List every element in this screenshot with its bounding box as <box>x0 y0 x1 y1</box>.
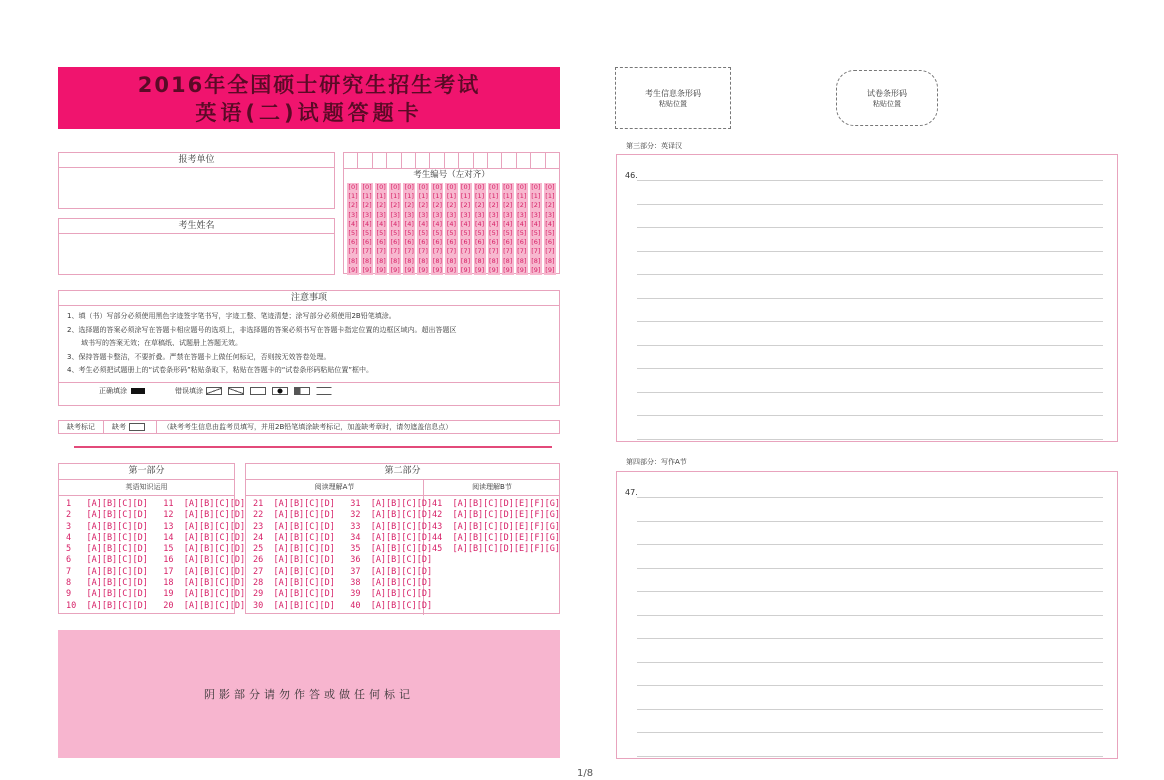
writing-line <box>637 568 1103 569</box>
answer-row[interactable]: 42 [A][B][C][D][E][F][G] <box>432 510 560 521</box>
id-write-cell[interactable] <box>358 153 372 168</box>
id-digit-bubble[interactable]: [0] <box>489 183 499 191</box>
note-item: 1、填（书）写部分必须使用黑色字迹签字笔书写，字迹工整、笔迹清楚；涂写部分必须使用2B铅笔填涂。 <box>67 312 396 320</box>
part2-sub-b: 阅读理解B节 <box>424 480 560 496</box>
id-digit-column <box>403 183 415 275</box>
answer-row[interactable]: 26 [A][B][C][D] 36 [A][B][C][D] <box>253 555 433 566</box>
part3-label: 第三部分：英译汉 <box>626 142 682 150</box>
answer-row[interactable]: 45 [A][B][C][D][E][F][G] <box>432 544 560 555</box>
id-digit-bubble[interactable]: [9] <box>348 265 358 274</box>
id-digit-bubble[interactable]: [8] <box>418 256 428 265</box>
id-digit-bubble[interactable]: [3] <box>460 210 471 219</box>
candidate-id-bubbles[interactable] <box>344 182 559 275</box>
id-digit-bubble[interactable]: [3] <box>446 210 457 219</box>
id-digit-bubble[interactable]: [4] <box>517 219 527 228</box>
id-digit-bubble[interactable]: [7] <box>376 247 386 256</box>
id-digit-column <box>544 183 556 275</box>
id-digit-bubble[interactable]: [1] <box>531 192 541 201</box>
shaded-note: 阴影部分请勿作答或做任何标记 <box>204 688 414 701</box>
wrong-fill-empty-icon <box>250 387 266 395</box>
id-digit-bubble[interactable]: [1] <box>489 192 499 201</box>
id-digit-bubble[interactable]: [4] <box>418 219 428 228</box>
answer-row[interactable]: 1 [A][B][C][D] 11 [A][B][C][D] <box>66 499 246 509</box>
id-digit-bubble[interactable]: [3] <box>545 210 555 219</box>
id-digit-bubble[interactable]: [2] <box>531 201 541 210</box>
candidate-name-label: 考生姓名 <box>59 219 334 234</box>
writing-line <box>637 415 1103 416</box>
id-digit-bubble[interactable]: [8] <box>348 256 358 265</box>
writing-line <box>637 709 1103 710</box>
id-digit-bubble[interactable]: [4] <box>489 219 499 228</box>
writing-line <box>637 392 1103 393</box>
id-digit-bubble[interactable]: [0] <box>432 183 443 191</box>
id-digit-bubble[interactable]: [2] <box>460 201 471 210</box>
question-47-number: 47. <box>625 488 638 497</box>
id-digit-column <box>389 183 401 275</box>
id-digit-bubble[interactable]: [7] <box>432 247 443 256</box>
id-digit-bubble[interactable]: [3] <box>531 210 541 219</box>
writing-line <box>637 298 1103 299</box>
answer-row[interactable]: 25 [A][B][C][D] 35 [A][B][C][D] <box>253 544 433 555</box>
candidate-id-grid <box>343 152 560 274</box>
id-digit-bubble[interactable]: [5] <box>376 229 386 238</box>
id-digit-bubble[interactable]: [8] <box>390 256 400 265</box>
answer-row[interactable]: 8 [A][B][C][D] 18 [A][B][C][D] <box>66 578 246 589</box>
part4-writing-area[interactable] <box>616 471 1118 759</box>
id-digit-bubble[interactable]: [6] <box>474 238 485 247</box>
title-line-1: 2016年全国硕士研究生招生考试 <box>137 73 481 97</box>
id-write-cell[interactable] <box>416 153 430 168</box>
writing-line <box>637 497 1103 498</box>
id-write-cell[interactable] <box>546 153 559 168</box>
id-digit-bubble[interactable]: [9] <box>404 265 414 274</box>
id-digit-bubble[interactable]: [8] <box>376 256 386 265</box>
part2-a-answers[interactable] <box>246 496 433 612</box>
writing-line <box>637 439 1103 440</box>
writing-line <box>637 180 1103 181</box>
answer-row[interactable]: 5 [A][B][C][D] 15 [A][B][C][D] <box>66 544 246 555</box>
writing-line <box>637 321 1103 322</box>
answer-row[interactable]: 21 [A][B][C][D] 31 [A][B][C][D] <box>253 499 433 509</box>
id-write-cell[interactable] <box>373 153 387 168</box>
id-digit-bubble[interactable]: [6] <box>531 238 541 247</box>
answer-row[interactable]: 3 [A][B][C][D] 13 [A][B][C][D] <box>66 521 246 532</box>
id-digit-bubble[interactable]: [5] <box>489 229 499 238</box>
id-digit-bubble[interactable]: [6] <box>489 238 499 247</box>
id-write-cell[interactable] <box>517 153 531 168</box>
wrong-fill-lines-icon <box>316 387 332 395</box>
id-digit-bubble[interactable]: [6] <box>545 238 555 247</box>
id-digit-bubble[interactable]: [8] <box>362 256 372 265</box>
id-digit-column <box>417 183 429 275</box>
id-digit-bubble[interactable]: [6] <box>517 238 527 247</box>
id-digit-bubble[interactable]: [4] <box>348 219 358 228</box>
id-digit-bubble[interactable]: [0] <box>404 183 414 191</box>
id-digit-bubble[interactable]: [7] <box>545 247 555 256</box>
id-digit-bubble[interactable]: [9] <box>517 265 527 274</box>
writing-line <box>637 685 1103 686</box>
id-digit-column <box>375 183 387 275</box>
id-digit-bubble[interactable]: [6] <box>390 238 400 247</box>
wrong-fill-label: 错误填涂 <box>175 386 203 395</box>
id-digit-bubble[interactable]: [8] <box>404 256 414 265</box>
id-digit-bubble[interactable]: [1] <box>432 192 443 201</box>
id-digit-bubble[interactable]: [9] <box>545 265 555 274</box>
fill-examples <box>59 382 559 399</box>
exam-unit-label: 报考单位 <box>59 153 334 168</box>
notes-box <box>58 290 560 406</box>
id-digit-column <box>431 183 443 275</box>
id-digit-bubble[interactable]: [9] <box>376 265 386 274</box>
id-digit-bubble[interactable]: [7] <box>460 247 471 256</box>
id-digit-bubble[interactable]: [1] <box>404 192 414 201</box>
id-digit-bubble[interactable]: [7] <box>489 247 499 256</box>
answer-row[interactable]: 23 [A][B][C][D] 33 [A][B][C][D] <box>253 521 433 532</box>
id-digit-bubble[interactable]: [0] <box>390 183 400 191</box>
id-digit-bubble[interactable]: [6] <box>348 238 358 247</box>
note-item: 4、考生必须把试题册上的“试卷条形码”粘贴条取下，粘贴在答题卡的“试卷条形码粘贴位置”框中。 <box>67 366 373 374</box>
id-digit-bubble[interactable]: [9] <box>362 265 372 274</box>
id-digit-bubble[interactable]: [2] <box>390 201 400 210</box>
absent-note: （缺考考生信息由监考员填写，并用2B铅笔填涂缺考标记，加盖缺考章时，请勿遮盖信息点） <box>163 423 453 431</box>
writing-line <box>637 204 1103 205</box>
answer-row[interactable]: 4 [A][B][C][D] 14 [A][B][C][D] <box>66 532 246 543</box>
question-46-number: 46. <box>625 171 638 180</box>
absent-mark-label: 缺考标记 <box>59 421 104 433</box>
candidate-barcode-area <box>615 67 731 129</box>
id-digit-bubble[interactable]: [2] <box>474 201 485 210</box>
id-digit-bubble[interactable]: [9] <box>446 265 457 274</box>
id-digit-bubble[interactable]: [7] <box>474 247 485 256</box>
id-digit-bubble[interactable]: [8] <box>432 256 443 265</box>
note-item: 3、保持答题卡整洁，不要折叠。严禁在答题卡上做任何标记，否则按无效答卷处理。 <box>67 352 331 361</box>
id-write-cell[interactable] <box>344 153 358 168</box>
id-digit-bubble[interactable]: [1] <box>446 192 457 201</box>
id-digit-bubble[interactable]: [9] <box>418 265 428 274</box>
part4-label: 第四部分：写作A节 <box>626 458 687 466</box>
part2-section-b <box>424 480 560 615</box>
answer-row[interactable]: 41 [A][B][C][D][E][F][G] <box>432 499 560 509</box>
id-digit-column <box>502 183 514 275</box>
id-digit-bubble[interactable]: [6] <box>432 238 443 247</box>
candidate-barcode-line2: 粘贴位置 <box>659 99 687 108</box>
paper-barcode-line2: 粘贴位置 <box>873 99 901 108</box>
id-digit-bubble[interactable]: [3] <box>404 210 414 219</box>
id-digit-bubble[interactable]: [7] <box>517 247 527 256</box>
writing-line <box>637 521 1103 522</box>
answer-row[interactable]: 7 [A][B][C][D] 17 [A][B][C][D] <box>66 566 246 577</box>
id-digit-bubble[interactable]: [5] <box>348 229 358 238</box>
id-digit-bubble[interactable]: [4] <box>446 219 457 228</box>
title-line-2: 英语(二)试题答题卡 <box>195 101 423 125</box>
id-write-cell[interactable] <box>531 153 545 168</box>
id-digit-bubble[interactable]: [5] <box>404 229 414 238</box>
absent-mark-checkbox[interactable] <box>104 421 157 433</box>
writing-line <box>637 251 1103 252</box>
id-digit-bubble[interactable]: [7] <box>348 247 358 256</box>
id-digit-bubble[interactable]: [1] <box>474 192 485 201</box>
id-digit-bubble[interactable]: [7] <box>362 247 372 256</box>
id-write-cell[interactable] <box>402 153 416 168</box>
id-digit-bubble[interactable]: [6] <box>362 238 372 247</box>
id-digit-bubble[interactable]: [3] <box>348 210 358 219</box>
absent-mark-row <box>58 420 560 434</box>
id-write-cell[interactable] <box>488 153 502 168</box>
id-digit-bubble[interactable]: [5] <box>531 229 541 238</box>
id-digit-bubble[interactable]: [9] <box>432 265 443 274</box>
id-write-cell[interactable] <box>445 153 459 168</box>
id-digit-bubble[interactable]: [1] <box>418 192 428 201</box>
id-digit-bubble[interactable]: [0] <box>474 183 485 191</box>
id-digit-column <box>474 183 486 275</box>
id-digit-bubble[interactable]: [5] <box>503 229 513 238</box>
id-digit-bubble[interactable]: [2] <box>432 201 443 210</box>
answer-row[interactable]: 9 [A][B][C][D] 19 [A][B][C][D] <box>66 589 246 600</box>
id-digit-column <box>347 183 359 275</box>
wrong-fill-half-icon <box>294 387 310 395</box>
id-digit-bubble[interactable]: [7] <box>404 247 414 256</box>
part2-title: 第二部分 <box>246 464 559 480</box>
id-digit-bubble[interactable]: [9] <box>489 265 499 274</box>
id-digit-bubble[interactable]: [2] <box>545 201 555 210</box>
id-digit-bubble[interactable]: [7] <box>531 247 541 256</box>
id-digit-bubble[interactable]: [6] <box>418 238 428 247</box>
answer-row[interactable]: 28 [A][B][C][D] 38 [A][B][C][D] <box>253 578 433 589</box>
id-digit-bubble[interactable]: [1] <box>376 192 386 201</box>
id-write-cell[interactable] <box>430 153 444 168</box>
writing-line <box>637 544 1103 545</box>
id-digit-bubble[interactable]: [0] <box>418 183 428 191</box>
writing-line <box>637 274 1103 275</box>
id-digit-bubble[interactable]: [1] <box>362 192 372 201</box>
id-digit-bubble[interactable]: [4] <box>376 219 386 228</box>
id-digit-column <box>516 183 528 275</box>
id-digit-bubble[interactable]: [0] <box>531 183 541 191</box>
id-digit-bubble[interactable]: [8] <box>545 256 555 265</box>
id-digit-column <box>488 183 500 275</box>
exam-unit-box[interactable] <box>58 152 335 209</box>
id-digit-column <box>445 183 457 275</box>
answer-row[interactable]: 29 [A][B][C][D] 39 [A][B][C][D] <box>253 589 433 600</box>
id-digit-bubble[interactable]: [9] <box>531 265 541 274</box>
id-digit-bubble[interactable]: [1] <box>390 192 400 201</box>
id-digit-bubble[interactable]: [3] <box>390 210 400 219</box>
wrong-fill-slash-icon <box>206 387 222 395</box>
answer-row[interactable]: 10 [A][B][C][D] 20 [A][B][C][D] <box>66 600 246 611</box>
writing-line <box>637 732 1103 733</box>
writing-line <box>637 756 1103 757</box>
writing-line <box>637 662 1103 663</box>
id-digit-bubble[interactable]: [1] <box>545 192 555 201</box>
writing-line <box>637 638 1103 639</box>
answer-row[interactable]: 30 [A][B][C][D] 40 [A][B][C][D] <box>253 600 433 611</box>
id-digit-bubble[interactable]: [0] <box>545 183 555 191</box>
id-digit-bubble[interactable]: [3] <box>432 210 443 219</box>
id-digit-bubble[interactable]: [4] <box>362 219 372 228</box>
id-digit-bubble[interactable]: [9] <box>503 265 513 274</box>
writing-line <box>637 615 1103 616</box>
id-digit-bubble[interactable]: [8] <box>503 256 513 265</box>
id-digit-bubble[interactable]: [4] <box>474 219 485 228</box>
writing-line <box>637 591 1103 592</box>
id-digit-bubble[interactable]: [8] <box>489 256 499 265</box>
id-digit-bubble[interactable]: [0] <box>362 183 372 191</box>
id-digit-bubble[interactable]: [8] <box>446 256 457 265</box>
id-digit-bubble[interactable]: [3] <box>418 210 428 219</box>
id-digit-bubble[interactable]: [5] <box>362 229 372 238</box>
id-digit-bubble[interactable]: [6] <box>460 238 471 247</box>
id-digit-bubble[interactable]: [3] <box>517 210 527 219</box>
answer-row[interactable]: 6 [A][B][C][D] 16 [A][B][C][D] <box>66 555 246 566</box>
id-write-cell[interactable] <box>474 153 488 168</box>
id-digit-bubble[interactable]: [2] <box>503 201 513 210</box>
id-digit-bubble[interactable]: [8] <box>474 256 485 265</box>
id-digit-bubble[interactable]: [0] <box>348 183 358 191</box>
absent-bubble-icon <box>129 423 145 431</box>
id-digit-bubble[interactable]: [4] <box>460 219 471 228</box>
absent-label: 缺考 <box>112 423 126 431</box>
id-digit-bubble[interactable]: [4] <box>404 219 414 228</box>
answer-row[interactable]: 43 [A][B][C][D][E][F][G] <box>432 521 560 532</box>
answer-row[interactable]: 24 [A][B][C][D] 34 [A][B][C][D] <box>253 532 433 543</box>
correct-fill-label: 正确填涂 <box>99 386 127 395</box>
paper-barcode-line1: 试卷条形码 <box>867 88 907 98</box>
id-digit-bubble[interactable]: [1] <box>517 192 527 201</box>
id-digit-bubble[interactable]: [4] <box>432 219 443 228</box>
notes-body <box>59 306 559 382</box>
id-write-cell[interactable] <box>502 153 516 168</box>
writing-line <box>637 227 1103 228</box>
id-digit-bubble[interactable]: [6] <box>376 238 386 247</box>
candidate-name-box[interactable] <box>58 218 335 275</box>
part1-box <box>58 463 246 614</box>
notes-title: 注意事项 <box>59 291 559 306</box>
answer-sheet-title <box>58 67 560 129</box>
part2-b-answers[interactable] <box>424 496 560 555</box>
id-digit-bubble[interactable]: [3] <box>362 210 372 219</box>
id-digit-bubble[interactable]: [0] <box>376 183 386 191</box>
id-digit-bubble[interactable]: [3] <box>474 210 485 219</box>
id-digit-bubble[interactable]: [5] <box>517 229 527 238</box>
note-item: 域书写的答案无效；在草稿纸、试题册上答题无效。 <box>67 339 242 347</box>
id-digit-bubble[interactable]: [1] <box>348 192 358 201</box>
id-digit-bubble[interactable]: [5] <box>390 229 400 238</box>
id-digit-bubble[interactable]: [5] <box>446 229 457 238</box>
shaded-no-mark-area <box>58 630 560 758</box>
part3-writing-area[interactable] <box>616 154 1118 442</box>
id-digit-bubble[interactable]: [7] <box>503 247 513 256</box>
id-digit-bubble[interactable]: [7] <box>446 247 457 256</box>
id-digit-bubble[interactable]: [2] <box>517 201 527 210</box>
writing-line <box>637 345 1103 346</box>
id-digit-bubble[interactable]: [1] <box>503 192 513 201</box>
id-digit-bubble[interactable]: [5] <box>432 229 443 238</box>
page-number: 1/8 <box>577 768 594 779</box>
id-digit-bubble[interactable]: [3] <box>376 210 386 219</box>
id-digit-bubble[interactable]: [6] <box>404 238 414 247</box>
id-digit-bubble[interactable]: [7] <box>418 247 428 256</box>
id-digit-bubble[interactable]: [4] <box>531 219 541 228</box>
id-digit-bubble[interactable]: [8] <box>517 256 527 265</box>
part2-sub-a: 阅读理解A节 <box>246 480 423 496</box>
part1-title: 第一部分 <box>59 464 234 480</box>
part2-section-a <box>246 480 433 615</box>
id-digit-bubble[interactable]: [0] <box>503 183 513 191</box>
id-digit-bubble[interactable]: [0] <box>460 183 471 191</box>
part2-box <box>245 463 560 614</box>
id-digit-bubble[interactable]: [2] <box>348 201 358 210</box>
writing-line <box>637 368 1103 369</box>
id-digit-bubble[interactable]: [1] <box>460 192 471 201</box>
id-digit-bubble[interactable]: [9] <box>390 265 400 274</box>
id-digit-column <box>460 183 472 275</box>
id-digit-bubble[interactable]: [2] <box>362 201 372 210</box>
candidate-id-label: 考生编号（左对齐） <box>413 170 490 180</box>
id-digit-bubble[interactable]: [5] <box>545 229 555 238</box>
wrong-fill-dot-icon <box>272 387 288 395</box>
id-digit-bubble[interactable]: [5] <box>418 229 428 238</box>
note-item: 2、选择题的答案必须涂写在答题卡相应题号的选项上，非选择题的答案必须书写在答题卡指定位置的边框区域内。超出答题区 <box>67 325 457 334</box>
id-digit-bubble[interactable]: [2] <box>418 201 428 210</box>
id-digit-bubble[interactable]: [6] <box>446 238 457 247</box>
id-digit-bubble[interactable]: [3] <box>503 210 513 219</box>
id-digit-bubble[interactable]: [9] <box>474 265 485 274</box>
id-digit-bubble[interactable]: [7] <box>390 247 400 256</box>
candidate-id-write-boxes[interactable] <box>344 153 559 169</box>
id-digit-column <box>361 183 373 275</box>
answer-row[interactable]: 2 [A][B][C][D] 12 [A][B][C][D] <box>66 510 246 521</box>
id-digit-bubble[interactable]: [2] <box>404 201 414 210</box>
answer-row[interactable]: 44 [A][B][C][D][E][F][G] <box>432 532 560 543</box>
correct-fill-icon <box>131 388 145 394</box>
id-digit-bubble[interactable]: [0] <box>517 183 527 191</box>
part1-subtitle: 英语知识运用 <box>59 480 234 496</box>
id-digit-bubble[interactable]: [6] <box>503 238 513 247</box>
id-digit-bubble[interactable]: [8] <box>460 256 471 265</box>
id-digit-bubble[interactable]: [2] <box>446 201 457 210</box>
id-digit-bubble[interactable]: [5] <box>460 229 471 238</box>
id-digit-bubble[interactable]: [4] <box>503 219 513 228</box>
id-digit-bubble[interactable]: [8] <box>531 256 541 265</box>
id-digit-bubble[interactable]: [4] <box>545 219 555 228</box>
answer-row[interactable]: 22 [A][B][C][D] 32 [A][B][C][D] <box>253 510 433 521</box>
id-write-cell[interactable] <box>387 153 401 168</box>
id-digit-bubble[interactable]: [4] <box>390 219 400 228</box>
id-digit-bubble[interactable]: [3] <box>489 210 499 219</box>
id-digit-bubble[interactable]: [9] <box>460 265 471 274</box>
id-digit-bubble[interactable]: [2] <box>489 201 499 210</box>
part1-answers[interactable] <box>59 496 246 612</box>
id-digit-bubble[interactable]: [2] <box>376 201 386 210</box>
divider-line <box>74 446 552 448</box>
wrong-fill-cross-icon <box>228 387 244 395</box>
answer-row[interactable]: 27 [A][B][C][D] 37 [A][B][C][D] <box>253 566 433 577</box>
paper-barcode-area <box>836 70 938 126</box>
candidate-barcode-line1: 考生信息条形码 <box>645 88 701 98</box>
id-digit-bubble[interactable]: [0] <box>446 183 457 191</box>
id-digit-bubble[interactable]: [5] <box>474 229 485 238</box>
id-write-cell[interactable] <box>459 153 473 168</box>
id-digit-column <box>530 183 542 275</box>
